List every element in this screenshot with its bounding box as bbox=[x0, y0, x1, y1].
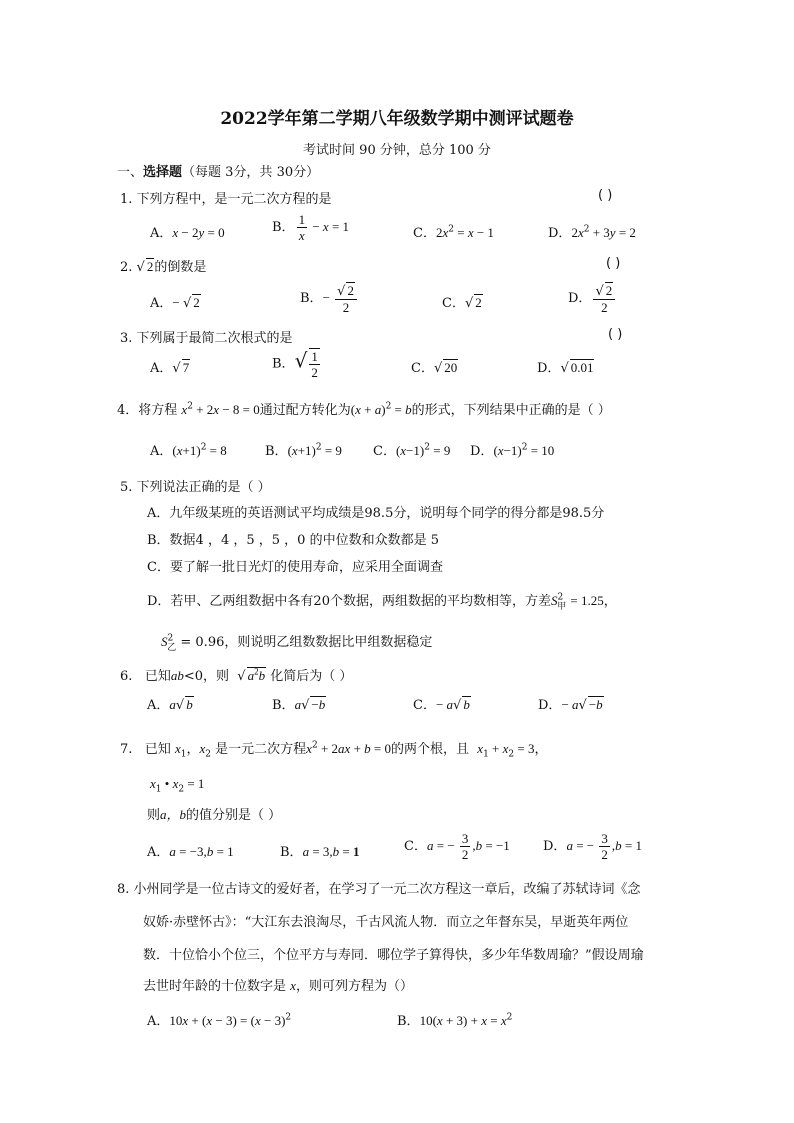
section-name: 选择题 bbox=[143, 165, 183, 180]
question-8-line-3: 数．十位恰小个位三，个位平方与寿同．哪位学子算得快，多少年华数周瑜？”假设周瑜 bbox=[143, 948, 644, 963]
question-4-option-c: C．$(x-1)^2 = 9$ bbox=[373, 442, 451, 459]
question-6-option-a: A．a√ b bbox=[147, 697, 193, 713]
section-number: 一、 bbox=[117, 165, 144, 180]
question-2-option-a: A．− √ 2 bbox=[150, 295, 200, 311]
question-8-line-4: 去世时年龄的十位数字是 x，则可列方程为（） bbox=[143, 978, 413, 994]
question-8-option-b: B．$10(x + 3) + x = x^2$ bbox=[397, 1012, 513, 1029]
question-3-option-a: A．√ 7 bbox=[150, 360, 190, 376]
question-3-option-c: C．√ 20 bbox=[411, 360, 458, 376]
question-5-stem: 5. 下列说法正确的是（ ） bbox=[120, 480, 271, 495]
question-1-stem: 1. 下列方程中，是一元二次方程的是 bbox=[120, 192, 332, 207]
question-8-option-a: A．$10x + (x - 3) = (x - 3)^2$ bbox=[147, 1012, 292, 1029]
question-2-answer-blank: ( ) bbox=[606, 256, 621, 271]
section-note: （每题 3分，共 30分） bbox=[182, 165, 320, 180]
question-8-line-1: 8. 小州同学是一位古诗文的爱好者，在学习了一元二次方程这一章后，改编了苏轼诗词《念 bbox=[117, 882, 641, 897]
question-2-stem: 2. √ 2的倒数是 bbox=[120, 259, 207, 275]
question-7-option-a: A．a = −3,b = 1 bbox=[147, 844, 234, 860]
question-5-option-d-line2: $S^2_乙 = 0.96$，则说明乙组数数据比甲组数据稳定 bbox=[161, 633, 433, 653]
question-1-option-d: D．$2x^2 + 3y = 2$ bbox=[548, 224, 636, 241]
question-6-option-b: B．a√ −b bbox=[272, 697, 326, 713]
question-7-condition: $x_1$ • $x_2 = 1$ bbox=[150, 776, 205, 795]
question-8-line-2: 奴娇·赤壁怀古》：“大江东去浪淘尽，千古风流人物．而立之年督东吴，早逝英年两位 bbox=[143, 915, 629, 930]
question-7-option-b: B．a = 3,b = 1 bbox=[280, 844, 360, 860]
exam-subtitle: 考试时间 90 分钟，总分 100 分 bbox=[303, 143, 491, 158]
question-1-answer-blank: ( ) bbox=[598, 188, 613, 203]
question-2-option-b: B．− $\frac{√ 2}{2}$ bbox=[300, 282, 359, 315]
question-3-stem: 3. 下列属于最简二次根式的是 bbox=[120, 331, 293, 346]
question-7-option-d: D．a = − $\frac{3}{2}$ ,b = 1 bbox=[543, 831, 642, 862]
question-4-option-d: D．$(x-1)^2 = 10$ bbox=[470, 442, 555, 459]
question-5-option-a: A．九年级某班的英语测试平均成绩是98.5分，说明每个同学的得分都是98.5分 bbox=[147, 506, 605, 521]
question-4-option-b: B．$(x+1)^2 = 9$ bbox=[265, 442, 342, 459]
question-6-option-d: D．− a√ −b bbox=[538, 697, 603, 713]
question-6-option-c: C．− a√ b bbox=[413, 697, 470, 713]
question-3-option-b: B．√ $\frac{1}{2}$ bbox=[272, 348, 318, 380]
question-7-stem: 7. 已知 $x_1$，$x_2$ 是一元二次方程$x^2 + 2ax + b = 0$的两个根，且 $x_1 + x_2 = 3$， bbox=[120, 740, 548, 760]
question-4-option-a: A．$(x+1)^2 = 8$ bbox=[150, 442, 227, 459]
question-2-option-c: C．√ 2 bbox=[442, 295, 482, 311]
question-5-option-b: B．数据4 ，4 ，5 ，5 ，0 的中位数和众数都是 5 bbox=[147, 533, 439, 548]
exam-title: 2022学年第二学期八年级数学期中测评试题卷 bbox=[220, 109, 574, 129]
question-4-stem: 4．将方程 $x^2 + 2x - 8 = 0$通过配方转化为$(x + a)^2 = b$的形式，下列结果中正确的是（ ） bbox=[117, 401, 611, 418]
question-2-option-d: D． $\frac{√ 2}{2}$ bbox=[568, 282, 617, 315]
question-1-option-c: C．$2x^2 = x - 1$ bbox=[413, 224, 494, 241]
question-3-answer-blank: ( ) bbox=[608, 327, 623, 342]
question-1-option-a: A．x − 2y = 0 bbox=[150, 225, 225, 241]
question-5-option-c: C．要了解一批日光灯的使用寿命，应采用全面调查 bbox=[147, 560, 443, 575]
question-3-option-d: D．√ 0.01 bbox=[537, 360, 594, 376]
question-5-option-d-line1: D．若甲、乙两组数据中各有20个数据，两组数据的平均数相等，方差$S^2_甲 = 1.25$， bbox=[147, 592, 617, 612]
question-6-stem: 6. 已知ab<0，则 √ $a^2b$ 化简后为（ ） bbox=[120, 666, 353, 684]
question-1-option-b: B． $\frac{1}{x}$ − x = 1 bbox=[272, 212, 350, 243]
question-7-option-c: C．a = − $\frac{3}{2}$ ,b = −1 bbox=[404, 831, 510, 862]
section-header bbox=[117, 161, 319, 180]
question-7-question: 则a，b的值分别是（ ） bbox=[147, 807, 282, 823]
